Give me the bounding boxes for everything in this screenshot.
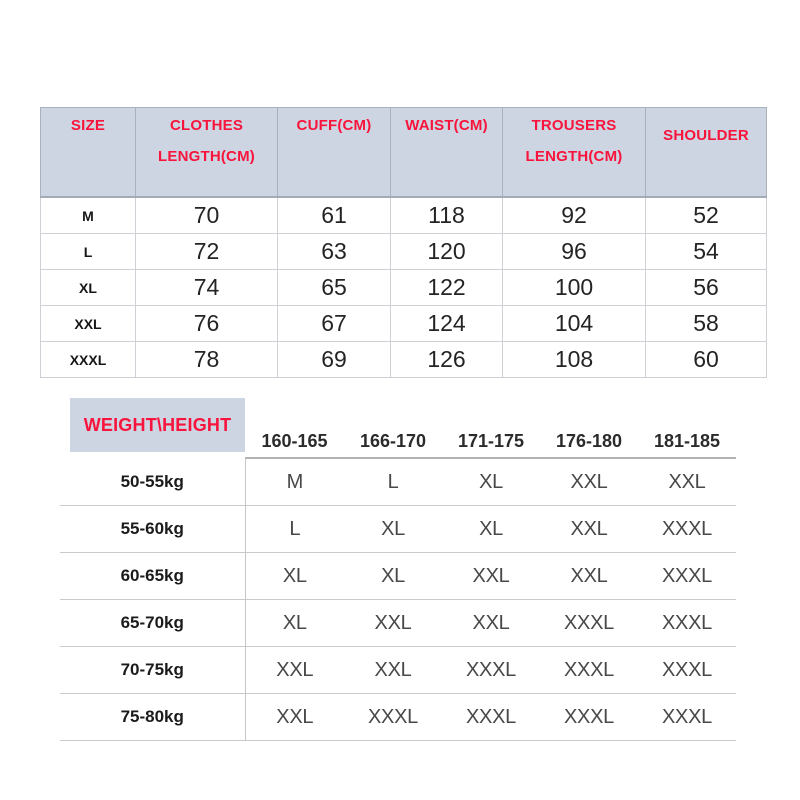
fit-size-cell: XXXL xyxy=(540,694,638,741)
size-value-cell: 52 xyxy=(646,197,767,234)
header-waist-label: WAIST(CM) xyxy=(405,117,488,134)
fit-size-cell: XXXL xyxy=(638,694,736,741)
table-row xyxy=(41,270,767,306)
fit-size-cell: XXL xyxy=(442,553,540,600)
weight-row-label: 50-55kg xyxy=(60,458,245,506)
size-value-cell: 65 xyxy=(278,270,391,306)
fit-size-cell: XXXL xyxy=(638,506,736,553)
fit-size-cell: XXXL xyxy=(540,647,638,694)
fit-size-cell: XXL xyxy=(344,600,442,647)
size-value-cell: 69 xyxy=(278,342,391,378)
fit-size-cell: XXXL xyxy=(638,600,736,647)
size-value-cell: 92 xyxy=(503,197,646,234)
height-column-header: 166-170 xyxy=(344,398,442,458)
size-table-body xyxy=(41,197,767,378)
fit-size-cell: XL xyxy=(442,458,540,506)
size-row-label: XL xyxy=(41,270,136,306)
size-value-cell: 56 xyxy=(646,270,767,306)
table-row xyxy=(60,694,736,741)
height-column-header: 160-165 xyxy=(245,398,344,458)
header-size-label: SIZE xyxy=(70,117,106,134)
size-value-cell: 120 xyxy=(391,234,503,270)
fit-size-cell: XXXL xyxy=(442,694,540,741)
size-value-cell: 58 xyxy=(646,306,767,342)
height-column-header: 176-180 xyxy=(540,398,638,458)
size-value-cell: 108 xyxy=(503,342,646,378)
fit-size-cell: XXXL xyxy=(638,647,736,694)
table-row xyxy=(41,306,767,342)
table-row xyxy=(60,506,736,553)
header-shoulder xyxy=(646,108,767,198)
size-value-cell: 124 xyxy=(391,306,503,342)
table-row xyxy=(60,458,736,506)
fit-size-cell: XXL xyxy=(442,600,540,647)
header-trousers-length-line2: LENGTH(CM) xyxy=(525,148,623,165)
fit-table-body xyxy=(60,458,736,741)
header-trousers-length xyxy=(503,108,646,198)
size-measurements-table xyxy=(40,107,767,378)
size-row-label: XXXL xyxy=(41,342,136,378)
header-cuff-label: CUFF(CM) xyxy=(296,117,372,134)
height-column-header: 181-185 xyxy=(638,398,736,458)
weight-row-label: 60-65kg xyxy=(60,553,245,600)
size-value-cell: 78 xyxy=(136,342,278,378)
fit-table-header-row xyxy=(60,398,736,458)
weight-row-label: 75-80kg xyxy=(60,694,245,741)
header-clothes-length-line2: LENGTH(CM) xyxy=(158,148,255,165)
weight-height-fit-table xyxy=(60,398,736,741)
header-size xyxy=(41,108,136,198)
header-shoulder-label: SHOULDER xyxy=(663,127,749,144)
fit-size-cell: XL xyxy=(245,600,344,647)
fit-table-header xyxy=(60,398,736,458)
size-value-cell: 74 xyxy=(136,270,278,306)
fit-size-cell: XXL xyxy=(638,458,736,506)
size-table-header xyxy=(41,108,767,198)
size-table-header-row xyxy=(41,108,767,198)
fit-size-cell: XXL xyxy=(245,694,344,741)
size-value-cell: 70 xyxy=(136,197,278,234)
size-row-label: M xyxy=(41,197,136,234)
fit-size-cell: XXL xyxy=(540,506,638,553)
header-clothes-length-line1: CLOTHES xyxy=(169,117,244,134)
fit-size-cell: XXL xyxy=(245,647,344,694)
size-row-label: XXL xyxy=(41,306,136,342)
weight-row-label: 55-60kg xyxy=(60,506,245,553)
fit-size-cell: XXXL xyxy=(442,647,540,694)
fit-size-cell: XXL xyxy=(540,458,638,506)
weight-height-label: WEIGHT\HEIGHT xyxy=(70,398,245,452)
table-row xyxy=(41,342,767,378)
fit-size-cell: XL xyxy=(344,506,442,553)
table-row xyxy=(60,553,736,600)
fit-size-cell: XL xyxy=(442,506,540,553)
size-value-cell: 76 xyxy=(136,306,278,342)
header-waist xyxy=(391,108,503,198)
size-value-cell: 96 xyxy=(503,234,646,270)
size-value-cell: 60 xyxy=(646,342,767,378)
size-value-cell: 100 xyxy=(503,270,646,306)
size-row-label: L xyxy=(41,234,136,270)
size-value-cell: 104 xyxy=(503,306,646,342)
size-value-cell: 61 xyxy=(278,197,391,234)
table-row xyxy=(41,234,767,270)
header-clothes-length xyxy=(136,108,278,198)
table-row xyxy=(41,197,767,234)
size-value-cell: 122 xyxy=(391,270,503,306)
size-value-cell: 126 xyxy=(391,342,503,378)
header-cuff xyxy=(278,108,391,198)
fit-size-cell: XL xyxy=(245,553,344,600)
size-value-cell: 118 xyxy=(391,197,503,234)
size-value-cell: 63 xyxy=(278,234,391,270)
size-value-cell: 72 xyxy=(136,234,278,270)
table-row xyxy=(60,647,736,694)
fit-size-cell: XXXL xyxy=(344,694,442,741)
fit-size-cell: L xyxy=(245,506,344,553)
fit-size-cell: M xyxy=(245,458,344,506)
table-row xyxy=(60,600,736,647)
fit-size-cell: L xyxy=(344,458,442,506)
weight-height-corner-cell xyxy=(60,398,245,458)
fit-size-cell: XXXL xyxy=(638,553,736,600)
header-trousers-length-line1: TROUSERS xyxy=(531,117,617,134)
fit-size-cell: XXL xyxy=(344,647,442,694)
fit-size-cell: XL xyxy=(344,553,442,600)
weight-row-label: 70-75kg xyxy=(60,647,245,694)
size-value-cell: 67 xyxy=(278,306,391,342)
fit-size-cell: XXL xyxy=(540,553,638,600)
fit-size-cell: XXXL xyxy=(540,600,638,647)
weight-row-label: 65-70kg xyxy=(60,600,245,647)
height-column-header: 171-175 xyxy=(442,398,540,458)
size-value-cell: 54 xyxy=(646,234,767,270)
